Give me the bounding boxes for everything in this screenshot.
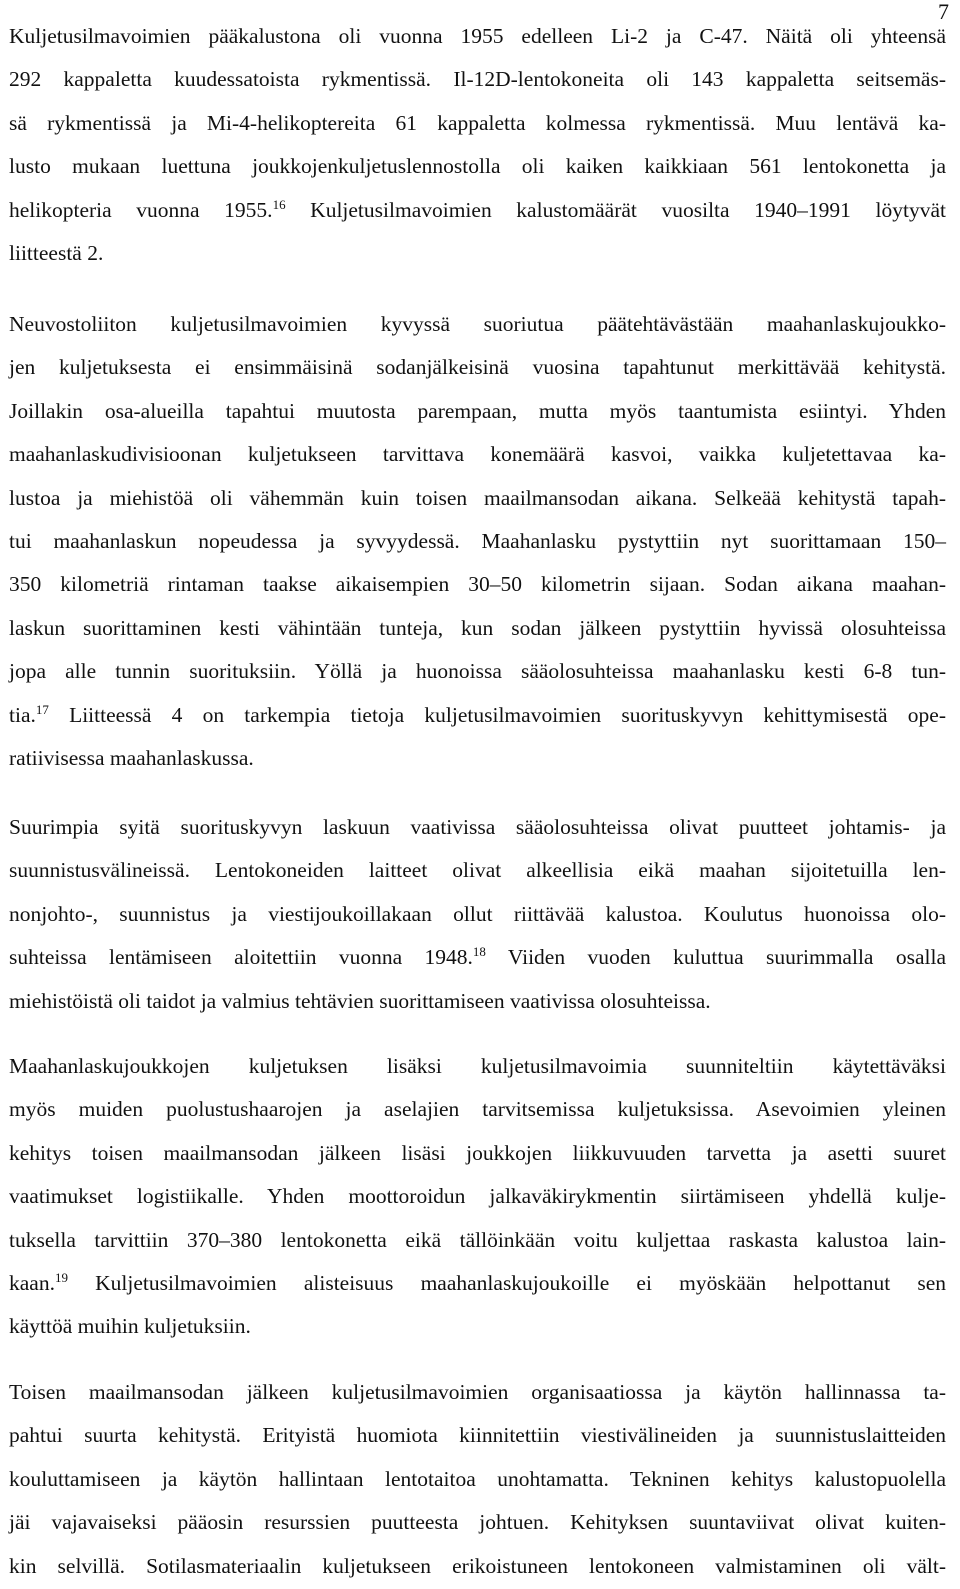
text-line: 350 kilometriä rintaman taakse aikaisempien 30–50 kilometrin sijaan. Sodan aikana maahan- (9, 572, 946, 597)
text-line: 292 kappaletta kuudessatoista rykmentissä. Il-12D-lentokoneita oli 143 kappaletta seitsemäs- (9, 67, 946, 92)
text-line: nonjohto-, suunnistus ja viestijoukoillakaan ollut riittävää kalustoa. Koulutus huonoissa olo- (9, 901, 946, 926)
text-line: Maahanlaskujoukkojen kuljetuksen lisäksi kuljetusilmavoimia suunniteltiin käytettäväksi (9, 1054, 946, 1078)
text-line: kin selvillä. Sotilasmateriaalin kuljetukseen erikoistuneen lentokoneen valmistaminen oli vält- (9, 1553, 946, 1578)
text-line-with-footnote (9, 936, 946, 979)
text-line-with-footnote (9, 694, 946, 737)
footnote-ref-17: 17 (35, 701, 49, 717)
text-line: miehistöistä oli taidot ja valmius tehtävien suorittamiseen vaativissa olosuhteissa. (9, 988, 711, 1013)
text-line: Neuvostoliiton kuljetusilmavoimien kyvyssä suoriutua päätehtävästään maahanlaskujoukko- (9, 312, 946, 336)
text-segment: Kuljetusilmavoimien alisteisuus maahanlaskujoukoille ei myöskään helpottanut sen (67, 1270, 946, 1295)
text-line-with-footnote (9, 1262, 946, 1305)
paragraph-5 (9, 1371, 946, 1588)
text-line: jäi vajavaiseksi pääosin resurssien puutteesta johtuen. Kehityksen suuntaviivat olivat kuiten- (9, 1510, 946, 1535)
paragraph-2 (9, 303, 946, 780)
text-line: liitteestä 2. (9, 240, 104, 265)
text-line: tui maahanlaskun nopeudessa ja syvyydessä. Maahanlasku pystyttiin nyt suorittamaan 150– (9, 528, 946, 553)
paragraph-1 (9, 15, 946, 275)
text-line: jen kuljetuksesta ei ensimmäisinä sodanjälkeisinä vuosina tapahtunut merkittävää kehitystä. (9, 355, 946, 380)
text-line: Suurimpia syitä suorituskyvyn laskuun vaativissa sääolosuhteissa olivat puutteet johtamis- ja (9, 815, 946, 839)
text-line: Kuljetusilmavoimien pääkalustona oli vuonna 1955 edelleen Li-2 ja C-47. Näitä oli yhteensä (9, 24, 946, 48)
text-line: vaatimukset logistiikalle. Yhden moottoroidun jalkaväkirykmentin siirtämiseen yhdellä kulje- (9, 1184, 946, 1209)
text-line: jopa alle tunnin suorituksiin. Yöllä ja huonoissa sääolosuhteissa maahanlasku kesti 6-8 tun- (9, 659, 946, 684)
text-line: kehitys toisen maailmansodan jälkeen lisäsi joukkojen liikkuvuuden tarvetta ja asetti suuret (9, 1140, 946, 1165)
paragraph-3 (9, 806, 946, 1023)
text-line: Toisen maailmansodan jälkeen kuljetusilmavoimien organisaatiossa ja käytön hallinnassa ta- (9, 1380, 946, 1404)
text-line: myös muiden puolustushaarojen ja aselajien tarvitsemissa kuljetuksissa. Asevoimien yleinen (9, 1097, 946, 1122)
text-line: sä rykmentissä ja Mi-4-helikoptereita 61 kappaletta kolmessa rykmentissä. Muu lentävä ka- (9, 110, 946, 135)
text-line: kouluttamiseen ja käytön hallintaan lentotaitoa unohtamatta. Tekninen kehitys kalustopuolella (9, 1466, 946, 1491)
footnote-ref-18: 18 (472, 944, 486, 960)
text-line: laskun suorittaminen kesti vähintään tunteja, kun sodan jälkeen pystyttiin hyvissä olosuhteissa (9, 615, 946, 640)
text-segment: Liitteessä 4 on tarkempia tietoja kuljetusilmavoimien suorituskyvyn kehittymisestä ope- (48, 702, 946, 727)
text-line-with-footnote (9, 189, 946, 232)
text-segment: Kuljetusilmavoimien kalustomäärät vuosilta 1940–1991 löytyvät (285, 197, 946, 222)
text-line: pahtui suurta kehitystä. Erityistä huomiota kiinnitettiin viestivälineiden ja suunnistuslaitteiden (9, 1423, 946, 1448)
footnote-ref-16: 16 (272, 196, 286, 212)
text-segment: Viiden vuoden kuluttua suurimmalla osalla (485, 945, 946, 970)
text-segment: kaan. (9, 1270, 55, 1295)
text-line: ratiivisessa maahanlaskussa. (9, 745, 254, 770)
text-segment: tia. (9, 702, 36, 727)
text-line: maahanlaskudivisioonan kuljetukseen tarvittava konemäärä kasvoi, vaikka kuljetettavaa ka- (9, 442, 946, 467)
text-line: Joillakin osa-alueilla tapahtui muutosta parempaan, mutta myös taantumista esiintyi. Yhden (9, 398, 946, 423)
text-line: lustoa ja miehistöä oli vähemmän kuin toisen maailmansodan aikana. Selkeää kehitystä tapah- (9, 485, 946, 510)
text-line: tuksella tarvittiin 370–380 lentokonetta eikä tällöinkään voitu kuljettaa raskasta kalustoa lain- (9, 1227, 946, 1252)
text-line: käyttöä muihin kuljetuksiin. (9, 1314, 251, 1339)
text-segment: helikopteria vuonna 1955. (9, 197, 273, 222)
text-line: suunnistusvälineissä. Lentokoneiden laitteet olivat alkeellisia eikä maahan sijoitetuilla len- (9, 858, 946, 883)
text-line: lusto mukaan luettuna joukkojenkuljetuslennostolla oli kaiken kaikkiaan 561 lentokonetta ja (9, 154, 946, 179)
paragraph-4 (9, 1045, 946, 1349)
footnote-ref-19: 19 (54, 1269, 68, 1285)
page-number: 7 (938, 0, 949, 24)
text-segment: suhteissa lentämiseen aloitettiin vuonna 1948. (9, 945, 473, 970)
